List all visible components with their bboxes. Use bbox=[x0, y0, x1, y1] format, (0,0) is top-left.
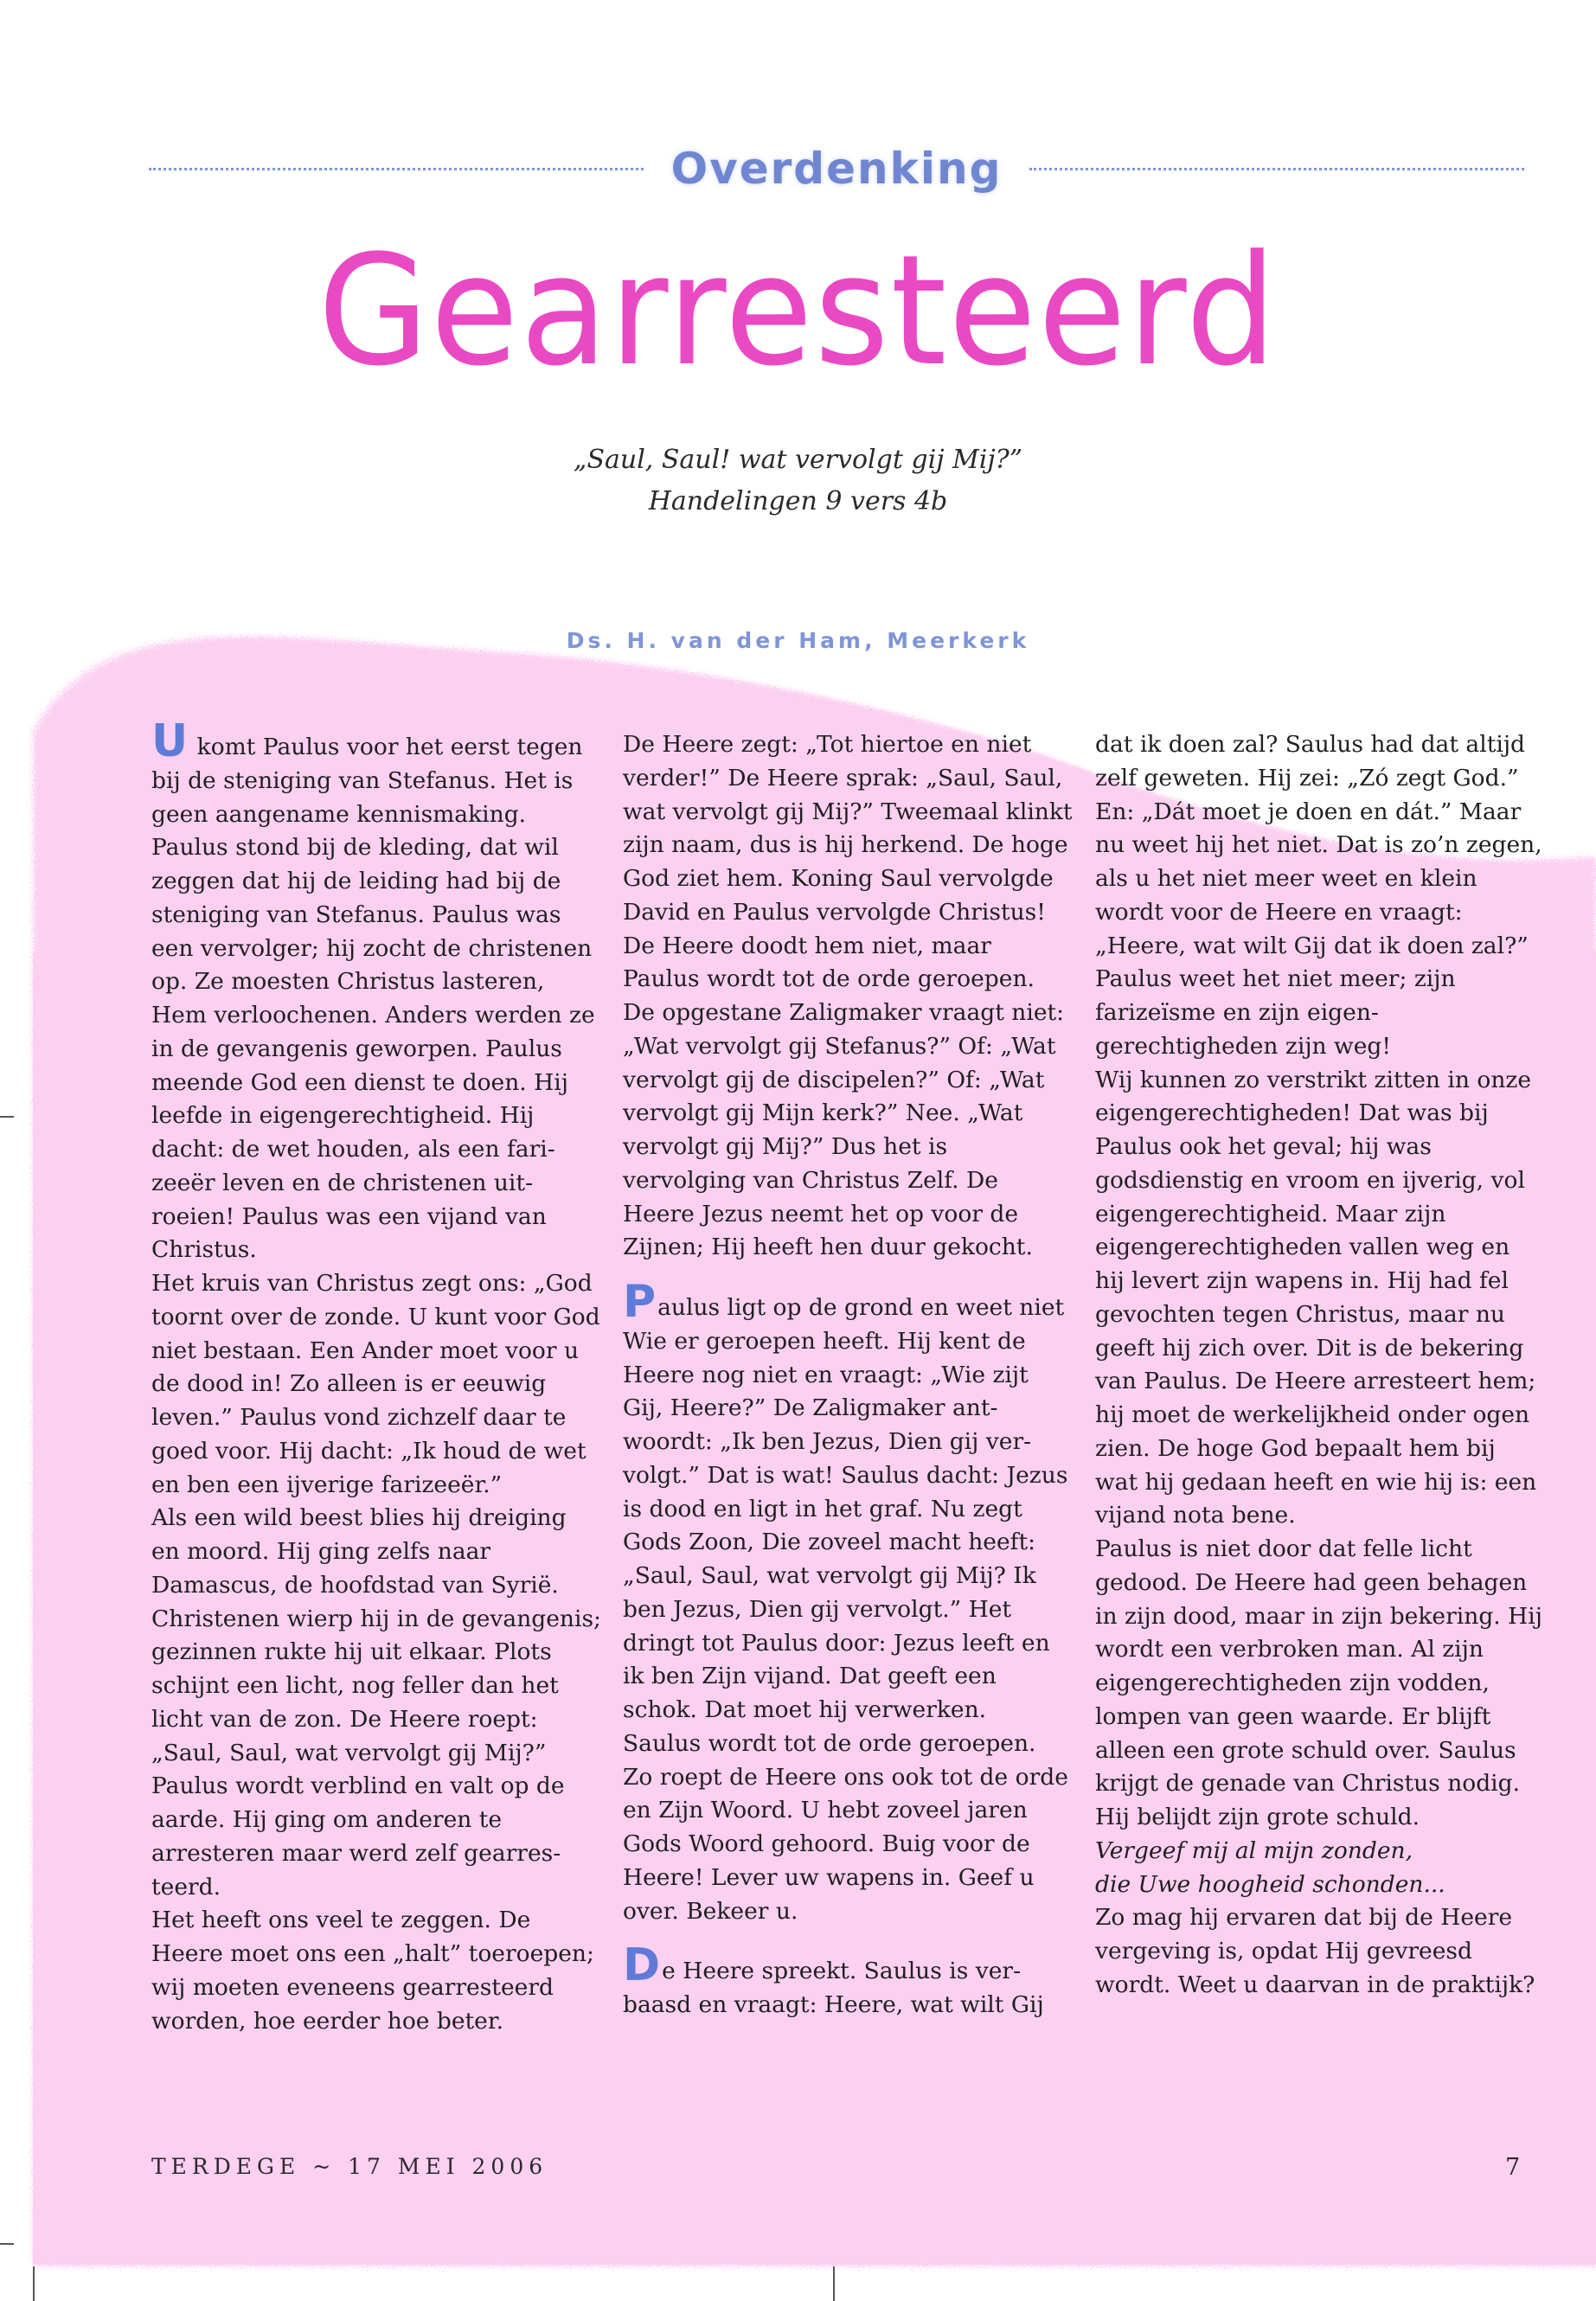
crop-mark-left-top bbox=[0, 1116, 14, 1118]
paragraph bbox=[151, 715, 601, 1267]
crop-mark-left-bottom bbox=[0, 2243, 14, 2245]
paragraph: Paulus is niet door dat felle licht gedood. De Heere had geen behagen in zijn dood, maar in zijn bekering. Hij wordt een verbroken man. Al zijn eigengerechtigheden zijn vodden, lompen van geen waarde. Er blijft alleen een grote schuld over. Saulus krijgt de genade van Christus nodig. Hij belijdt zijn grote schuld. bbox=[1095, 1535, 1542, 1830]
article-title: Gearresteerd bbox=[317, 222, 1279, 400]
paragraph: Zo mag hij ervaren dat bij de Heere vergeving is, opdat Hij gevreesd wordt. Weet u daarvan in de praktijk? bbox=[1095, 1904, 1535, 1998]
dotted-rule-right bbox=[1029, 168, 1524, 170]
text-column-2 bbox=[623, 728, 1073, 2022]
crop-mark-bottom-left bbox=[33, 2266, 35, 2301]
verse-quote: „Saul, Saul! wat vervolgt gij Mij?” bbox=[573, 445, 1023, 475]
section-header bbox=[149, 138, 1524, 199]
poem-line: die Uwe hoogheid schonden... bbox=[1095, 1870, 1445, 1898]
text-column-3 bbox=[1095, 728, 1545, 2003]
footer-publication: TERDEGE ~ 17 MEI 2006 bbox=[151, 2154, 548, 2179]
paragraph-text: aulus ligt op de grond en weet niet Wie er geroepen heeft. Hij kent de Heere nog niet en vraagt: „Wie zijt Gij, Heere?” De Zaligmaker antwoordt: „Ik ben Jezus, Dien gij vervolgt.” Dat is wat! Saulus dacht: Jezus is dood en ligt in het graf. Nu zegt Gods Zoon, Die zoveel macht heeft: „Saul, Saul, wat vervolgt gij Mij? Ik ben Jezus, Dien gij vervolgt.” Het dringt tot Paulus door: Jezus leeft en ik ben Zijn vijand. Dat geeft een schok. Dat moet hij verwerken. bbox=[623, 1294, 1068, 1723]
poem-line: Vergeef mij al mijn zonden, bbox=[1095, 1836, 1413, 1864]
section-label: Overdenking bbox=[670, 144, 1003, 194]
paragraph: Het kruis van Christus zegt ons: „God toornt over de zonde. U kunt voor God niet bestaan. Een Ander moet voor u de dood in! Zo alleen is er eeuwig leven.” Paulus vond zichzelf daar te goed voor. Hij dacht: „Ik houd de wet en ben een ijverige farizeeër.” bbox=[151, 1270, 600, 1498]
paragraph-text: e Heere spreekt. Saulus is verbaasd en vraagt: Heere, wat wilt Gij bbox=[623, 1958, 1044, 2018]
verse-reference: Handelingen 9 vers 4b bbox=[648, 486, 948, 516]
paragraph bbox=[623, 1276, 1073, 1727]
paragraph: De Heere zegt: „Tot hiertoe en niet verder!” De Heere sprak: „Saul, Saul, wat vervolgt gij Mij?” Tweemaal klinkt zijn naam, dus is hij herkend. De hoge God ziet hem. Koning Saul vervolgde David en Paulus vervolgde Christus! De Heere doodt hem niet, maar Paulus wordt tot de orde geroepen. De opgestane Zaligmaker vraagt niet: „Wat vervolgt gij Stefanus?” Of: „Wat vervolgt gij de discipelen?” Of: „Wat vervolgt gij Mijn kerk?” Nee. „Wat vervolgt gij Mij?” Dus het is vervolging van Christus Zelf. De Heere Jezus neemt het op voor de Zijnen; Hij heeft hen duur gekocht. bbox=[623, 731, 1073, 1261]
page-number: 7 bbox=[1505, 2154, 1521, 2181]
paragraph-text: komt Paulus voor het eerst tegen bij de steniging van Stefanus. Het is geen aangename kennismaking. Paulus stond bij de kleding, dat wil zeggen dat hij de leiding had bij de steniging van Stefanus. Paulus was een vervolger; hij zocht de christenen op. Ze moesten Christus lasteren, Hem verloochenen. Anders werden ze in de gevangenis geworpen. Paulus meende God een dienst te doen. Hij leefde in eigengerechtigheid. Hij dacht: de wet houden, als een farizeeër leven en de christenen uitroeien! Paulus was een vijand van Christus. bbox=[151, 734, 595, 1264]
bible-verse bbox=[0, 439, 1596, 522]
drop-cap: D bbox=[623, 1939, 661, 1992]
paragraph: Het heeft ons veel te zeggen. De Heere moet ons een „halt” toeroepen; wij moeten eveneens gearresteerd worden, hoe eerder hoe beter. bbox=[151, 1907, 594, 2035]
text-column-1 bbox=[151, 715, 601, 2038]
paragraph: Saulus wordt tot de orde geroepen. Zo roept de Heere ons ook tot de orde en Zijn Woord. U hebt zoveel jaren Gods Woord gehoord. Buig voor de Heere! Lever uw wapens in. Geef u over. Bekeer u. bbox=[623, 1729, 1068, 1925]
crop-mark-bottom-center bbox=[833, 2266, 835, 2301]
paragraph bbox=[623, 1939, 1073, 2022]
dotted-rule-left bbox=[149, 168, 644, 170]
drop-cap: U bbox=[151, 715, 189, 767]
paragraph: Als een wild beest blies hij dreiging en moord. Hij ging zelfs naar Damascus, de hoofdstad van Syrië. Christenen wierp hij in de gevangenis; gezinnen rukte hij uit elkaar. Plots schijnt een licht, nog feller dan het licht van de zon. De Heere roept: „Saul, Saul, wat vervolgt gij Mij?” Paulus wordt verblind en valt op de aarde. Hij ging om anderen te arresteren maar werd zelf gearresteerd. bbox=[151, 1504, 601, 1900]
paragraph: dat ik doen zal? Saulus had dat altijd zelf geweten. Hij zei: „Zó zegt God.” En: „Dát moet je doen en dát.” Maar nu weet hij het niet. Dat is zo’n zegen, als u het niet meer weet en klein wordt voor de Heere en vraagt: „Heere, wat wilt Gij dat ik doen zal?” Paulus weet het niet meer; zijn farizeïsme en zijn eigengerechtigheden zijn weg! bbox=[1095, 731, 1542, 1060]
paragraph: Wij kunnen zo verstrikt zitten in onze eigengerechtigheden! Dat was bij Paulus ook het geval; hij was godsdienstig en vroom en ijverig, vol eigengerechtigheid. Maar zijn eigengerechtigheden vallen weg en hij levert zijn wapens in. Hij had fel gevochten tegen Christus, maar nu geeft hij zich over. Dit is de bekering van Paulus. De Heere arresteert hem; hij moet de werkelijkheid onder ogen zien. De hoge God bepaalt hem bij wat hij gedaan heeft en wie hij is: een vijand nota bene. bbox=[1095, 1066, 1537, 1529]
author-byline: Ds. H. van der Ham, Meerkerk bbox=[566, 628, 1030, 653]
drop-cap: P bbox=[623, 1276, 657, 1328]
